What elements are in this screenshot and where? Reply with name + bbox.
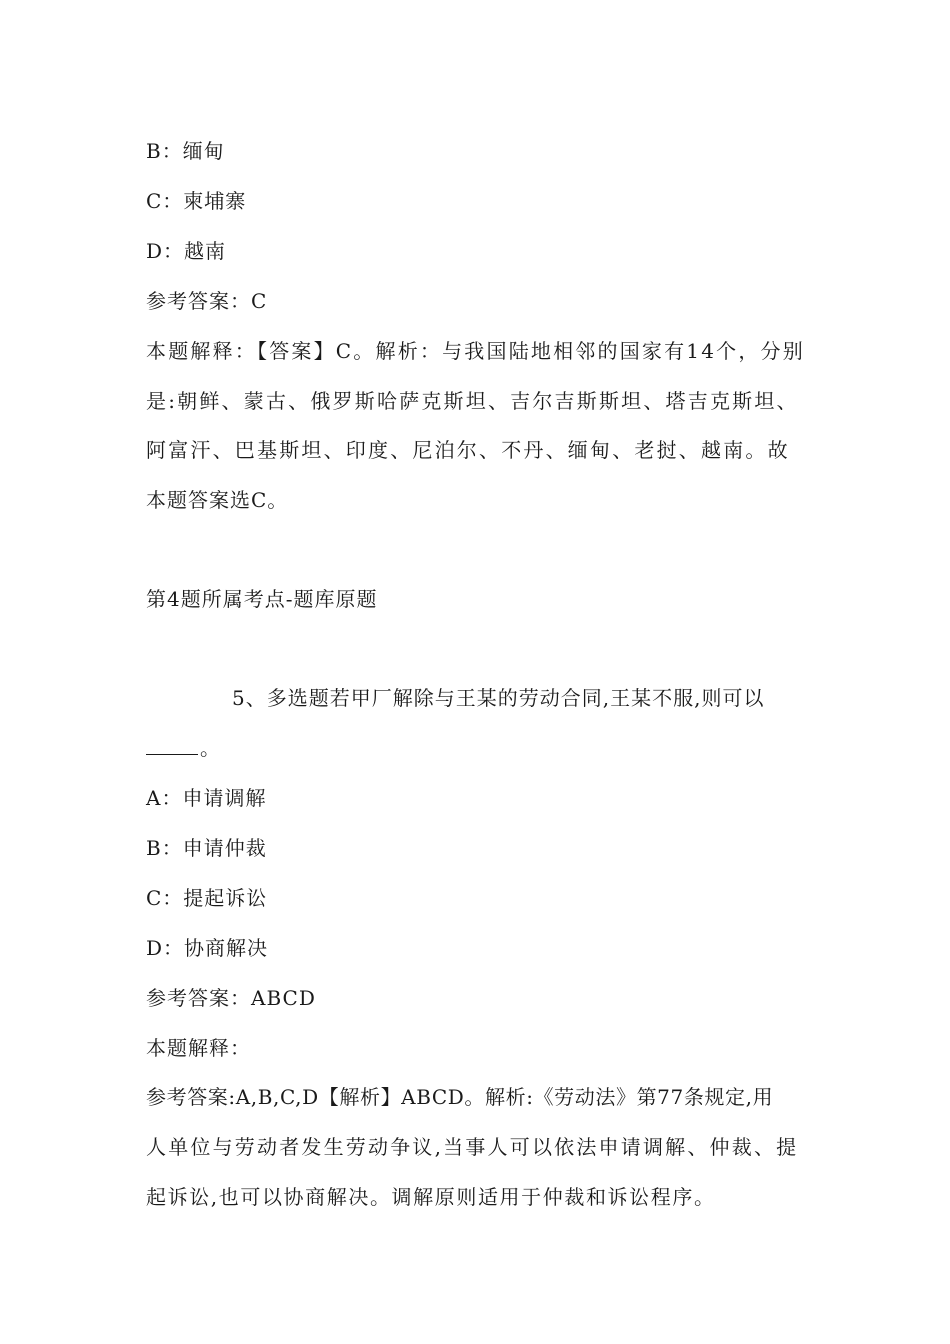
q5-explanation-line-1: 参考答案:A,B,C,D【解析】ABCD。解析:《劳动法》第77条规定,用 [146, 1085, 774, 1109]
q3-explanation-line-1: 本题解释：【答案】C。解析：与我国陆地相邻的国家有14个，分别 [146, 339, 805, 363]
q5-stem-line-2-suffix: 。 [200, 736, 221, 760]
q5-explanation-line-3: 起诉讼,也可以协商解决。调解原则适用于仲裁和诉讼程序。 [146, 1185, 716, 1209]
q3-option-d: D：越南 [146, 239, 227, 263]
q5-explanation-label: 本题解释： [146, 1036, 251, 1060]
q3-answer: 参考答案：C [146, 289, 268, 313]
q5-answer: 参考答案：ABCD [146, 986, 316, 1010]
q5-option-c: C：提起诉讼 [146, 886, 268, 910]
q5-stem-line-2 [146, 734, 826, 762]
q5-option-a: A：申请调解 [146, 786, 267, 810]
q5-option-b: B：申请仲裁 [146, 836, 267, 860]
q3-option-c: C：柬埔寨 [146, 189, 247, 213]
q5-explanation-line-2: 人单位与劳动者发生劳动争议,当事人可以依法申请调解、仲裁、提 [146, 1135, 799, 1159]
q3-explanation-line-2: 是:朝鲜、蒙古、俄罗斯哈萨克斯坦、吉尔吉斯斯坦、塔吉克斯坦、 [146, 389, 799, 413]
q5-option-d: D：协商解决 [146, 936, 269, 960]
q3-option-b: B：缅甸 [146, 139, 225, 163]
answer-blank [146, 736, 198, 755]
q3-explanation-line-4: 本题答案选C。 [146, 488, 289, 512]
q3-explanation-line-3: 阿富汗、巴基斯坦、印度、尼泊尔、不丹、缅甸、老挝、越南。故 [146, 438, 790, 462]
q5-stem-line-1: 5、多选题若甲厂解除与王某的劳动合同,王某不服,则可以 [232, 686, 765, 710]
q4-topic: 第4题所属考点-题库原题 [146, 587, 378, 611]
